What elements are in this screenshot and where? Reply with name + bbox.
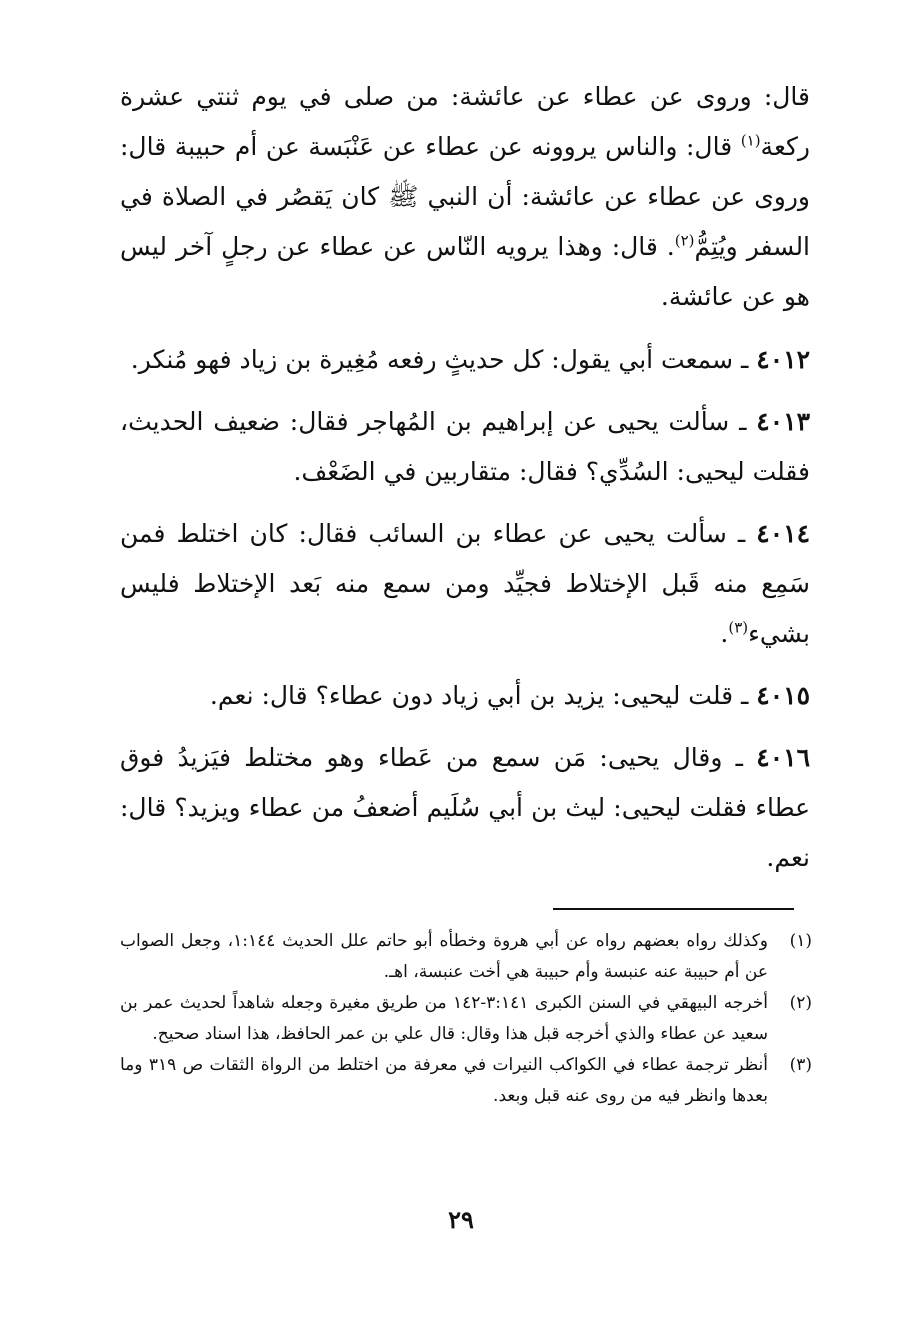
footnote-1 [120,926,812,988]
footnote-separator [553,908,794,910]
paragraph-text: ـ سألت يحيى عن إبراهيم بن المُهاجر فقال: ضعيف الحديث، فقلت ليحيى: السُدِّي؟ فقال: متقاربين في الضَعْف. [120,407,810,486]
paragraph-4015 [120,671,810,721]
paragraph-number: ٤٠١٣ [756,407,810,436]
footnote-marker-1[interactable]: (١) [740,131,761,150]
footnote-number: (٣) [789,1055,812,1075]
paragraph-text: ـ سألت يحيى عن عطاء بن السائب فقال: كان اختلط فمن سَمِع منه قَبل الإختلاط فجيِّد ومن سمع منه بَعد الإختلاط فليس بشيء [120,519,810,648]
paragraph-number: ٤٠١٥ [756,681,810,710]
paragraph-number: ٤٠١٦ [756,743,810,772]
footnote-text: أنظر ترجمة عطاء في الكواكب النيرات في معرفة من اختلط من الرواة الثقات ص ٣١٩ وما بعدها وانظر فيه من روى عنه قبل وبعد. [120,1055,768,1106]
paragraph-4014 [120,509,810,659]
main-text [120,72,810,883]
footnote-3 [120,1050,812,1112]
footnote-marker-3[interactable]: (٣) [728,618,749,637]
footnote-text: وكذلك رواه بعضهم رواه عن أبي هروة وخطأه أبو حاتم علل الحديث ١:١٤٤، وجعل الصواب عن أم حبيبة عنه عنبسة وأم حبيبة هي أخت عنبسة، اهـ. [120,931,768,982]
paragraph-text: ـ سمعت أبي يقول: كل حديثٍ رفعه مُغِيرة بن زياد فهو مُنكر. [130,345,757,374]
paragraph-text: قال: وروى عن عطاء عن عائشة: من صلى في يوم ثنتي عشرة ركعة [120,82,810,161]
paragraph-number: ٤٠١٢ [756,345,810,374]
footnote-number: (١) [789,931,812,951]
paragraph-intro [120,72,810,322]
paragraph-text: ـ قلت ليحيى: يزيد بن أبي زياد دون عطاء؟ قال: نعم. [209,681,757,710]
paragraph-number: ٤٠١٤ [756,519,810,548]
paragraph-text: قال: والناس يروونه عن عطاء عن عَنْبَسة عن أم حبيبة قال: وروى عن عطاء عن عائشة: أن النبي ﷺ كان يَقصُر في الصلاة في السفر ويُتِمُّ [120,132,811,261]
paragraph-4013 [120,397,810,497]
footnote-2 [120,988,812,1050]
paragraph-text: . [720,619,729,648]
footnote-text: أخرجه البيهقي في السنن الكبرى ٣:١٤١-١٤٢ من طريق مغيرة وجعله شاهداً لحديث عمر بن سعيد عن عطاء والذي أخرجه قبل هذا وقال: قال علي بن عمر الحافظ، هذا اسناد صحيح. [120,993,768,1044]
footnote-number: (٢) [789,993,812,1013]
page-number: ٢٩ [448,1205,474,1234]
footnote-marker-2[interactable]: (٢) [674,231,695,250]
paragraph-text: ـ وقال يحيى: مَن سمع من عَطاء وهو مختلط فيَزيدُ فوق عطاء فقلت ليحيى: ليث بن أبي سُلَيم أضعفُ من عطاء ويزيد؟ قال: نعم. [120,743,810,872]
paragraph-4016 [120,733,810,883]
footnotes [120,926,812,1112]
paragraph-4012 [120,335,810,385]
paragraph-text: . قال: وهذا يرويه النّاس عن عطاء عن رجلٍ آخر ليس هو عن عائشة. [120,232,810,311]
